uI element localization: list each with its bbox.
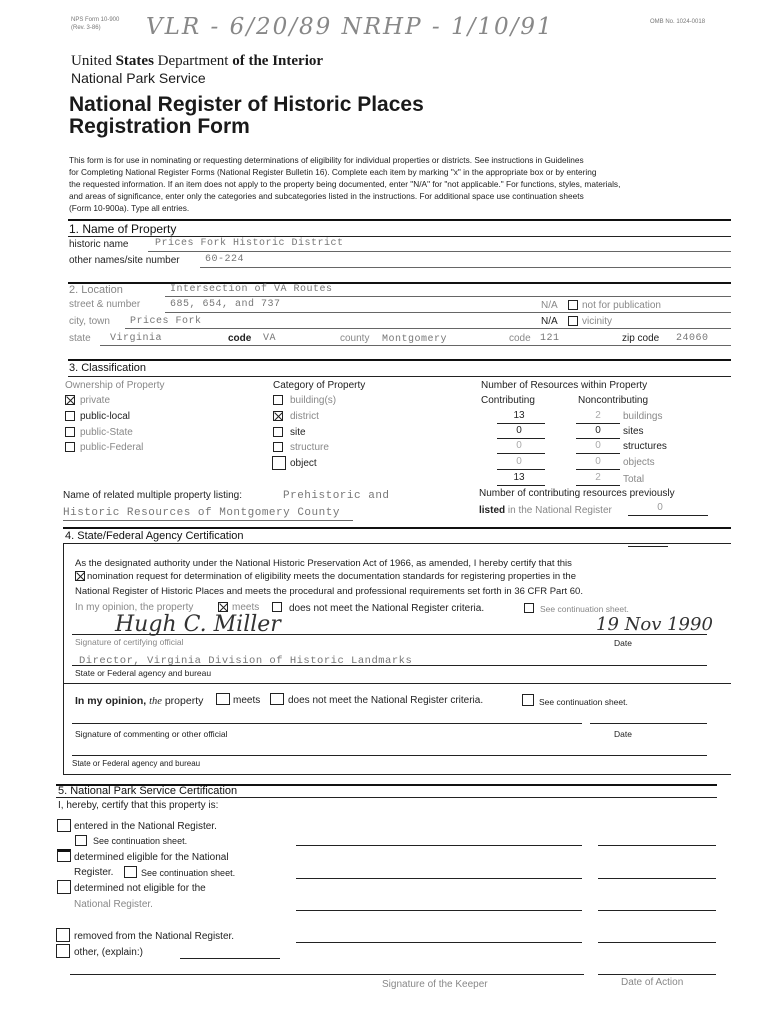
category-site-label: site (290, 427, 306, 438)
other-label: other, (explain:) (74, 947, 143, 958)
state-label: state (69, 333, 91, 344)
category-object-label: object (290, 458, 317, 469)
county-code-label: code (509, 333, 531, 344)
continuation-sheet-checkbox[interactable] (524, 603, 534, 613)
contributing-buildings[interactable]: 13 (513, 410, 525, 421)
ownership-private-checkbox[interactable] (65, 395, 75, 405)
vicinity-label: vicinity (582, 316, 613, 327)
register-label: Register. (74, 867, 114, 878)
does-not-meet-2-checkbox[interactable] (270, 693, 284, 705)
ownership-public-local-label: public-local (80, 411, 131, 422)
form-revision: (Rev. 3-86) (71, 25, 101, 31)
noncontributing-structures[interactable]: 0 (595, 440, 601, 451)
section-2-heading: 2. Location (69, 284, 123, 296)
instructions: This form is for use in nominating or requesting determinations of eligibility for individual properties or districts. See instructions in Guidelines for Completing National Register Forms (National Register Bulletin 16). Complete each item by marking "x" in the appropriate box or by entering the requested information. If an item does not apply to the property being documented, enter "N/A" for "not applicable." For functions, styles, materials, and areas of significance, enter only the categories and subcategories listed in the instructions. For additional space use continuation sheets (Form 10-900a). Type all entries. (69, 155, 621, 213)
removed-checkbox[interactable] (56, 928, 70, 942)
certification-date[interactable]: 19 Nov 1990 (596, 614, 713, 635)
category-buildings-checkbox[interactable] (273, 395, 283, 405)
agency-bureau-label: State or Federal agency and bureau (75, 668, 212, 678)
contributing-header: Contributing (481, 395, 535, 406)
determined-eligible-checkbox[interactable] (57, 849, 71, 862)
date-of-action-label: Date of Action (621, 977, 684, 988)
agency-subline: National Park Service (71, 70, 206, 86)
contributing-objects[interactable]: 0 (516, 456, 522, 467)
contributing-total[interactable]: 13 (513, 472, 525, 483)
continuation-sheet-2-checkbox[interactable] (522, 694, 534, 706)
category-structure-label: structure (290, 442, 329, 453)
cert-line-3: National Register of Historic Places and meets the procedural and professional requirements set forth in 36 CFR Part 60. (75, 586, 583, 597)
section-3-heading: 3. Classification (69, 362, 147, 374)
other-names-field[interactable]: 60-224 (205, 254, 245, 265)
meets-checkbox[interactable] (218, 602, 228, 612)
section-4-heading: 4. State/Federal Agency Certification (65, 530, 244, 542)
previously-listed-label-2: listed in the National Register (479, 505, 612, 516)
ownership-public-federal-label: public-Federal (80, 442, 144, 453)
other-checkbox[interactable] (56, 944, 70, 958)
state-code-label: code (228, 333, 252, 344)
zip-field[interactable]: 24060 (676, 333, 709, 344)
category-district-label: district (290, 411, 319, 422)
ownership-public-state-label: public-State (80, 427, 133, 438)
date-label: Date (614, 638, 632, 648)
county-field[interactable]: Montgomery (382, 334, 448, 345)
meets-2-checkbox[interactable] (216, 693, 230, 705)
noncontributing-sites[interactable]: 0 (595, 425, 601, 436)
opinion-2: In my opinion, the property (75, 695, 204, 707)
cert-line-2: nomination request for determination of eligibility meets the documentation standards for registering properties in the (75, 571, 576, 582)
meets-2-label: meets (233, 695, 261, 706)
structures-label: structures (623, 441, 667, 452)
contributing-sites[interactable]: 0 (516, 425, 522, 436)
certifying-signature: Hugh C. Miller (115, 612, 281, 637)
agency-bureau-field[interactable]: Director, Virginia Division of Historic Landmarks (79, 655, 413, 667)
removed-label: removed from the National Register. (74, 931, 235, 942)
noncontributing-header: Noncontributing (578, 395, 649, 406)
related-listing-field-2[interactable]: Historic Resources of Montgomery County (63, 507, 340, 519)
county-label: county (340, 333, 370, 344)
previously-listed-label: Number of contributing resources previously (479, 488, 675, 499)
objects-label: objects (623, 457, 655, 468)
resources-title: Number of Resources within Property (481, 380, 648, 391)
ownership-public-federal-checkbox[interactable] (65, 442, 75, 452)
city-label: city, town (69, 316, 110, 327)
previously-listed-count[interactable]: 0 (657, 502, 663, 513)
state-code-field[interactable]: VA (263, 333, 277, 344)
total-label: Total (623, 474, 645, 485)
nomination-checkbox[interactable] (75, 571, 85, 581)
zip-label: zip code (622, 333, 660, 344)
ownership-title: Ownership of Property (65, 380, 165, 391)
handwritten-registration-dates: VLR - 6/20/89 NRHP - 1/10/91 (146, 14, 554, 40)
entered-label: entered in the National Register. (74, 821, 217, 832)
sites-label: sites (623, 426, 644, 437)
not-for-publication-label: not for publication (582, 300, 661, 311)
category-district-checkbox[interactable] (273, 411, 283, 421)
ownership-public-state-checkbox[interactable] (65, 427, 75, 437)
noncontributing-total[interactable]: 2 (595, 472, 601, 483)
opinion-1-label: In my opinion, the property (75, 602, 194, 613)
section-5-heading: 5. National Park Service Certification (58, 785, 238, 797)
signature-label: Signature of certifying official (75, 637, 184, 647)
historic-name-label: historic name (69, 239, 129, 250)
does-not-meet-2-label: does not meet the National Register criteria. (288, 695, 484, 706)
entered-continuation-checkbox[interactable] (75, 835, 87, 846)
does-not-meet-checkbox[interactable] (272, 602, 282, 612)
category-object-checkbox[interactable] (272, 456, 286, 470)
national-register-label: National Register. (74, 899, 153, 910)
contributing-structures[interactable]: 0 (516, 440, 522, 451)
determined-eligible-label: determined eligible for the National (74, 852, 229, 863)
not-eligible-label: determined not eligible for the (74, 883, 206, 894)
eligible-continuation-label: See continuation sheet. (141, 868, 236, 878)
category-site-checkbox[interactable] (273, 427, 283, 437)
form-title: National Register of Historic Places (69, 93, 424, 116)
form-number: NPS Form 10-900 (71, 17, 120, 23)
ownership-public-local-checkbox[interactable] (65, 411, 75, 421)
related-listing-label: Name of related multiple property listing: (63, 490, 242, 501)
nps-intro: I, hereby, certify that this property is: (58, 800, 219, 811)
entered-checkbox[interactable] (57, 819, 71, 832)
meets-label: meets (232, 602, 260, 613)
commenting-official-label: Signature of commenting or other official (75, 729, 228, 739)
related-listing-field-1[interactable]: Prehistoric and (283, 490, 390, 502)
buildings-label: buildings (623, 411, 663, 422)
noncontributing-buildings[interactable]: 2 (595, 410, 601, 421)
not-for-publication-checkbox[interactable] (568, 300, 578, 310)
category-structure-checkbox[interactable] (273, 442, 283, 452)
continuation-sheet-2-label: See continuation sheet. (539, 697, 628, 707)
category-buildings-label: building(s) (290, 395, 337, 406)
omb-number: OMB No. 1024-0018 (650, 19, 706, 25)
ownership-private-label: private (80, 395, 111, 406)
street-label: street & number (69, 299, 141, 310)
noncontributing-objects[interactable]: 0 (595, 456, 601, 467)
other-names-label: other names/site number (69, 255, 180, 266)
category-title: Category of Property (273, 380, 366, 391)
location-field[interactable]: Intersection of VA Routes (170, 284, 333, 295)
historic-name-field[interactable]: Prices Fork Historic District (155, 238, 344, 249)
continuation-sheet-label: See continuation sheet. (540, 604, 629, 614)
keeper-signature-label: Signature of the Keeper (382, 979, 488, 990)
does-not-meet-label: does not meet the National Register criteria. (289, 603, 485, 614)
not-eligible-checkbox[interactable] (57, 880, 71, 894)
vicinity-checkbox[interactable] (568, 316, 578, 326)
date-2-label: Date (614, 729, 632, 739)
city-field[interactable]: Prices Fork (130, 316, 202, 327)
section-1-heading: 1. Name of Property (69, 222, 177, 236)
na-street: N/A (541, 300, 558, 311)
state-field[interactable]: Virginia (110, 333, 163, 344)
na-city: N/A (541, 316, 558, 327)
eligible-continuation-checkbox[interactable] (124, 866, 137, 878)
agency-line: United States Department of the Interior (71, 53, 324, 69)
entered-continuation-label: See continuation sheet. (93, 836, 188, 846)
cert-line-1: As the designated authority under the National Historic Preservation Act of 1966, as amended, I hereby certify that this (75, 558, 572, 569)
street-field[interactable]: 685, 654, and 737 (170, 299, 281, 310)
agency-bureau-2-label: State or Federal agency and bureau (72, 759, 201, 768)
county-code-field[interactable]: 121 (540, 333, 560, 344)
form-subtitle: Registration Form (69, 115, 250, 138)
